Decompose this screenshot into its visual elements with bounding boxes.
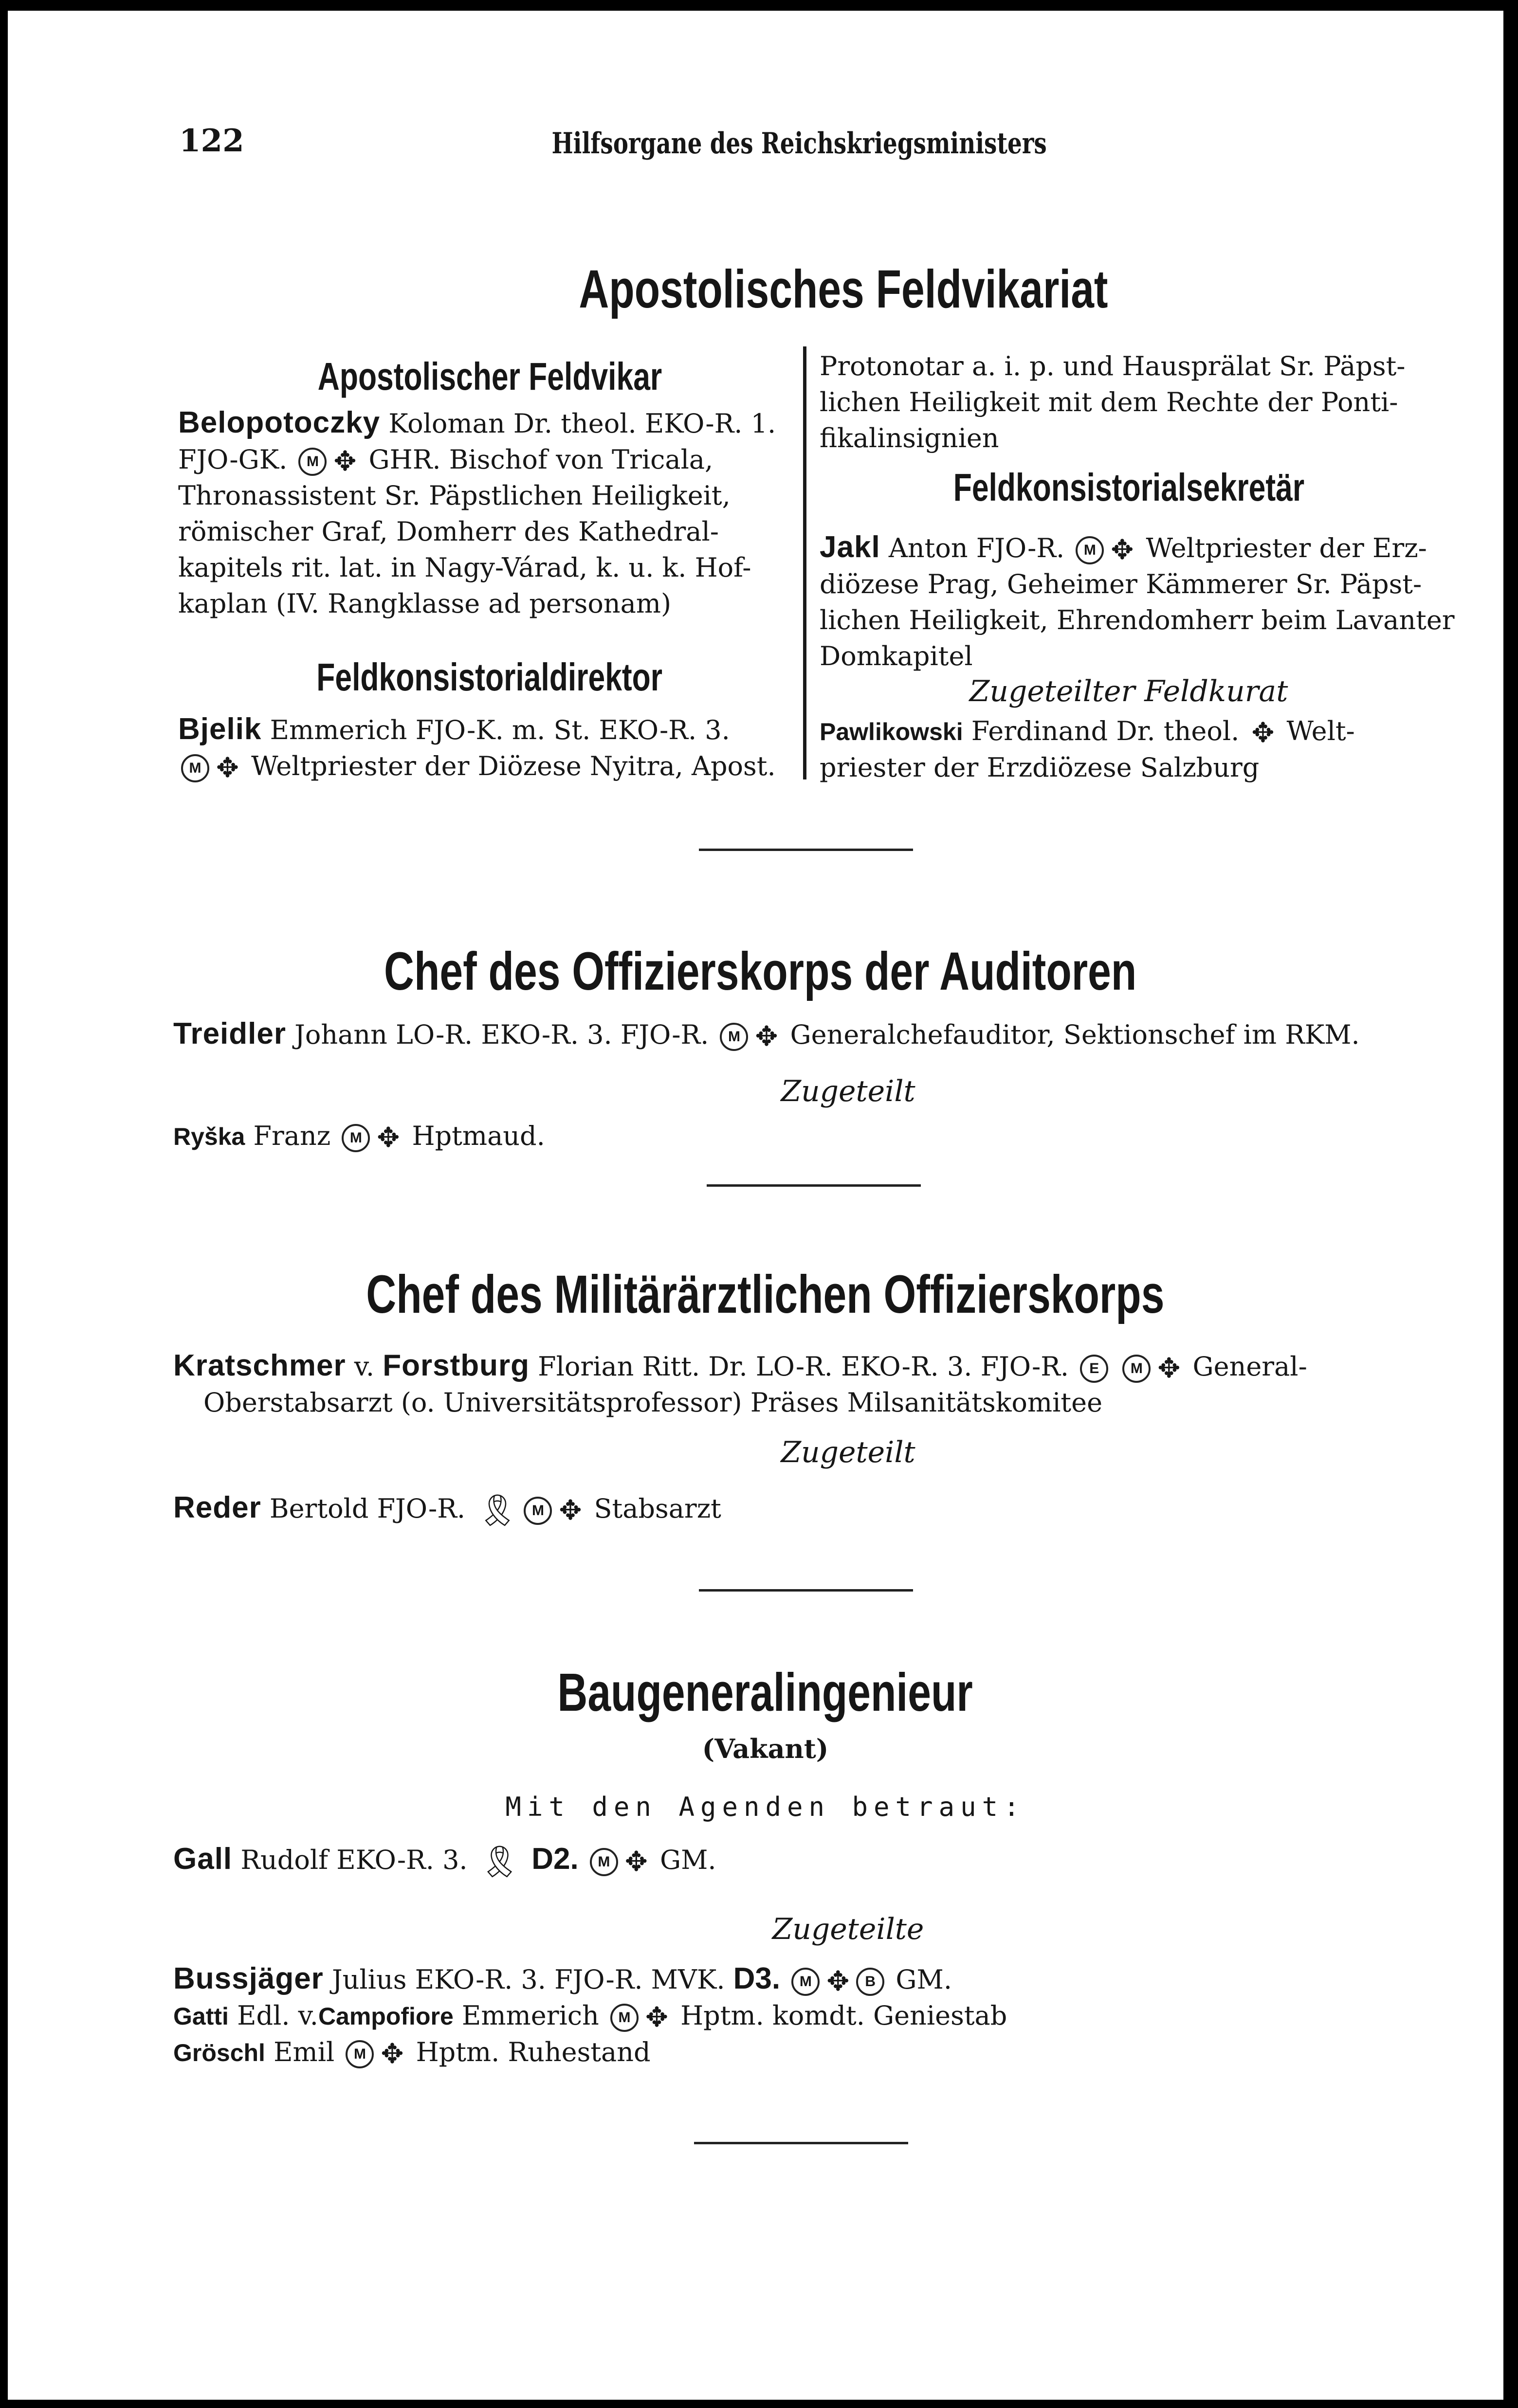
entry-text: Domkapitel bbox=[820, 641, 973, 671]
m-order-icon: M bbox=[524, 1497, 552, 1525]
m-order-icon: M bbox=[342, 1124, 370, 1152]
page-number: 122 bbox=[179, 123, 244, 159]
section-divider bbox=[699, 849, 913, 851]
column-divider bbox=[803, 346, 806, 779]
person-name: Ryška bbox=[173, 1123, 245, 1150]
entry-text: GM. bbox=[896, 1964, 952, 1995]
person-name: Gatti bbox=[173, 2003, 229, 2030]
section-divider bbox=[707, 1184, 921, 1187]
betraut-label: Mit den Agenden betraut: bbox=[505, 1792, 1025, 1822]
running-title bbox=[8, 127, 1503, 161]
person-name: Gall bbox=[173, 1842, 233, 1876]
entry-text: General- bbox=[1192, 1351, 1307, 1382]
cross-icon: ✥ bbox=[826, 1966, 850, 1997]
entry-text: Bertold FJO-R. bbox=[269, 1493, 466, 1524]
entry-bjelik bbox=[178, 711, 801, 784]
person-name: Gröschl bbox=[173, 2039, 265, 2066]
entry-text: Stabsarzt bbox=[594, 1493, 721, 1524]
cross-icon: ✥ bbox=[1157, 1353, 1181, 1384]
entry-text: Oberstabsarzt (o. Universitätsprofessor) Präses Milsanitätskomitee bbox=[203, 1387, 1103, 1418]
entry-text: Emmerich bbox=[461, 2000, 599, 2031]
entry-text: Franz bbox=[253, 1121, 331, 1151]
person-name: Bjelik bbox=[178, 712, 262, 746]
section-title-auditoren bbox=[8, 941, 1503, 1001]
document-page bbox=[8, 11, 1503, 2400]
entry-text: Weltpriester der Erz- bbox=[1146, 533, 1427, 563]
m-order-icon: M bbox=[590, 1848, 618, 1876]
person-name: Forstburg bbox=[383, 1349, 530, 1382]
person-name: Belopotoczky bbox=[178, 406, 381, 439]
cross-icon: ✥ bbox=[1111, 534, 1134, 566]
entry-text: lichen Heiligkeit, Ehrendomherr beim Lavanter bbox=[820, 605, 1455, 635]
entry-text: GHR. Bischof von Tricala, bbox=[368, 444, 713, 475]
entry-text: Welt- bbox=[1286, 716, 1355, 746]
person-name: Bussjäger bbox=[173, 1962, 324, 1995]
entry-text: lichen Heiligkeit mit dem Rechte der Ponti- bbox=[820, 387, 1398, 417]
entry-text: fikalinsignien bbox=[820, 423, 999, 453]
entry-reder bbox=[173, 1490, 721, 1527]
cross-icon: ✥ bbox=[381, 2038, 404, 2070]
entry-text: Anton FJO-R. bbox=[888, 533, 1065, 563]
heading-zugeteilt-auditoren: Zugeteilt bbox=[781, 1074, 915, 1108]
m-order-icon: M bbox=[298, 448, 327, 476]
cross-icon: ✥ bbox=[377, 1122, 400, 1154]
entry-text: Thronassistent Sr. Päpstlichen Heiligkeit, bbox=[178, 480, 731, 511]
section-title-text: Baugeneralingenieur bbox=[557, 1663, 973, 1722]
section-title-militaeraerzte bbox=[8, 1265, 1503, 1324]
entry-text: Koloman Dr. theol. EKO-R. 1. bbox=[388, 408, 776, 439]
entry-text: Ferdinand Dr. theol. bbox=[971, 716, 1240, 746]
person-name: Pawlikowski bbox=[820, 718, 963, 745]
entry-text: Johann LO-R. EKO-R. 3. FJO-R. bbox=[294, 1019, 709, 1050]
heading-text: Feldkonsistorialsekretär bbox=[953, 466, 1304, 509]
entry-text: Emmerich FJO-K. m. St. EKO-R. 3. bbox=[270, 715, 730, 745]
heading-sekretaer bbox=[820, 468, 1438, 507]
section-divider bbox=[694, 2142, 908, 2144]
entry-text: diözese Prag, Geheimer Kämmerer Sr. Päpst- bbox=[820, 569, 1422, 599]
cross-icon: ✥ bbox=[1251, 717, 1275, 749]
heading-direktor bbox=[178, 655, 801, 699]
section-title-baugeneral bbox=[8, 1663, 1503, 1722]
decoration-class: D3. bbox=[733, 1962, 781, 1995]
entry-text: Hptm. komdt. Geniestab bbox=[680, 2000, 1007, 2031]
cross-icon: ✥ bbox=[216, 752, 239, 784]
entry-pawlikowski bbox=[820, 713, 1438, 786]
person-name: Treidler bbox=[173, 1017, 286, 1050]
entry-text: Edl. v. bbox=[237, 2000, 318, 2031]
entry-text: römischer Graf, Domherr des Kathedral- bbox=[178, 516, 719, 547]
m-order-icon: M bbox=[1076, 536, 1104, 564]
entry-text: Julius EKO-R. 3. FJO-R. MVK. bbox=[331, 1964, 725, 1995]
entry-gall bbox=[173, 1841, 716, 1878]
person-name: Campofiore bbox=[318, 2003, 454, 2030]
heading-zugeteilte: Zugeteilte bbox=[772, 1912, 924, 1946]
b-order-icon: B bbox=[856, 1968, 884, 1996]
person-name: Kratschmer bbox=[173, 1349, 346, 1382]
m-order-icon: M bbox=[346, 2040, 374, 2068]
e-order-icon: E bbox=[1080, 1355, 1108, 1383]
cross-icon: ✥ bbox=[645, 2002, 668, 2033]
section-title-text: Apostolisches Feldvikariat bbox=[578, 259, 1108, 319]
heading-feldvikar bbox=[178, 357, 801, 396]
m-order-icon: M bbox=[181, 754, 209, 782]
entry-text: v. bbox=[354, 1351, 375, 1382]
section-title-text: Chef des Militärärztlichen Offizierskorps bbox=[366, 1265, 1165, 1324]
person-name: Reder bbox=[173, 1491, 261, 1524]
entry-ryska bbox=[173, 1118, 545, 1155]
section-title-text: Chef des Offizierskorps der Auditoren bbox=[384, 941, 1137, 1001]
decoration-class: D2. bbox=[531, 1842, 579, 1876]
cross-icon: ✥ bbox=[333, 446, 357, 477]
m-order-icon: M bbox=[720, 1023, 748, 1051]
m-order-icon: M bbox=[791, 1968, 820, 1996]
ribbon-knot-icon: 🎗 bbox=[479, 1844, 520, 1880]
entry-belopotoczky bbox=[178, 405, 801, 622]
entry-text: Hptmaud. bbox=[412, 1121, 545, 1151]
section-divider bbox=[699, 1589, 913, 1592]
ribbon-knot-icon: 🎗 bbox=[477, 1493, 517, 1529]
entry-text: kapitels rit. lat. in Nagy-Várad, k. u. k. Hof- bbox=[178, 552, 751, 583]
running-title-text: Hilfsorgane des Reichskriegsministers bbox=[551, 127, 1047, 161]
m-order-icon: M bbox=[610, 2004, 639, 2032]
entry-text: Generalchefauditor, Sektionschef im RKM. bbox=[790, 1019, 1360, 1050]
entry-text: Weltpriester der Diözese Nyitra, Apost. bbox=[251, 751, 776, 781]
heading-text: Feldkonsistorialdirektor bbox=[316, 655, 663, 699]
entry-kratschmer bbox=[173, 1348, 1439, 1421]
entry-text: Protonotar a. i. p. und Hausprälat Sr. Päpst- bbox=[820, 351, 1406, 381]
entry-treidler bbox=[173, 1016, 1360, 1053]
heading-zugeteilt-aerzte: Zugeteilt bbox=[781, 1435, 915, 1469]
heading-zugeteilter: Zugeteilter Feldkurat bbox=[969, 674, 1288, 708]
cross-icon: ✥ bbox=[755, 1021, 778, 1052]
entry-text: kaplan (IV. Rangklasse ad personam) bbox=[178, 588, 672, 619]
entry-text: Florian Ritt. Dr. LO-R. EKO-R. 3. FJO-R. bbox=[538, 1351, 1069, 1382]
person-name: Jakl bbox=[820, 530, 880, 564]
entry-text: FJO-GK. bbox=[178, 444, 288, 475]
m-order-icon: M bbox=[1122, 1355, 1151, 1383]
entry-list-baugeneral bbox=[173, 1961, 1007, 2071]
entry-jakl bbox=[820, 529, 1455, 674]
cross-icon: ✥ bbox=[559, 1495, 582, 1526]
cross-icon: ✥ bbox=[624, 1846, 648, 1878]
section-title-feldvikariat bbox=[8, 259, 1503, 319]
entry-text: Hptm. Ruhestand bbox=[416, 2037, 651, 2067]
vakant-label: (Vakant) bbox=[702, 1733, 829, 1764]
entry-text: GM. bbox=[659, 1845, 716, 1875]
entry-text: priester der Erzdiözese Salzburg bbox=[820, 752, 1260, 783]
entry-protonotar bbox=[820, 348, 1438, 456]
entry-text: Emil bbox=[274, 2037, 335, 2067]
entry-text: Rudolf EKO-R. 3. bbox=[240, 1845, 468, 1875]
heading-text: Apostolischer Feldvikar bbox=[317, 355, 662, 398]
